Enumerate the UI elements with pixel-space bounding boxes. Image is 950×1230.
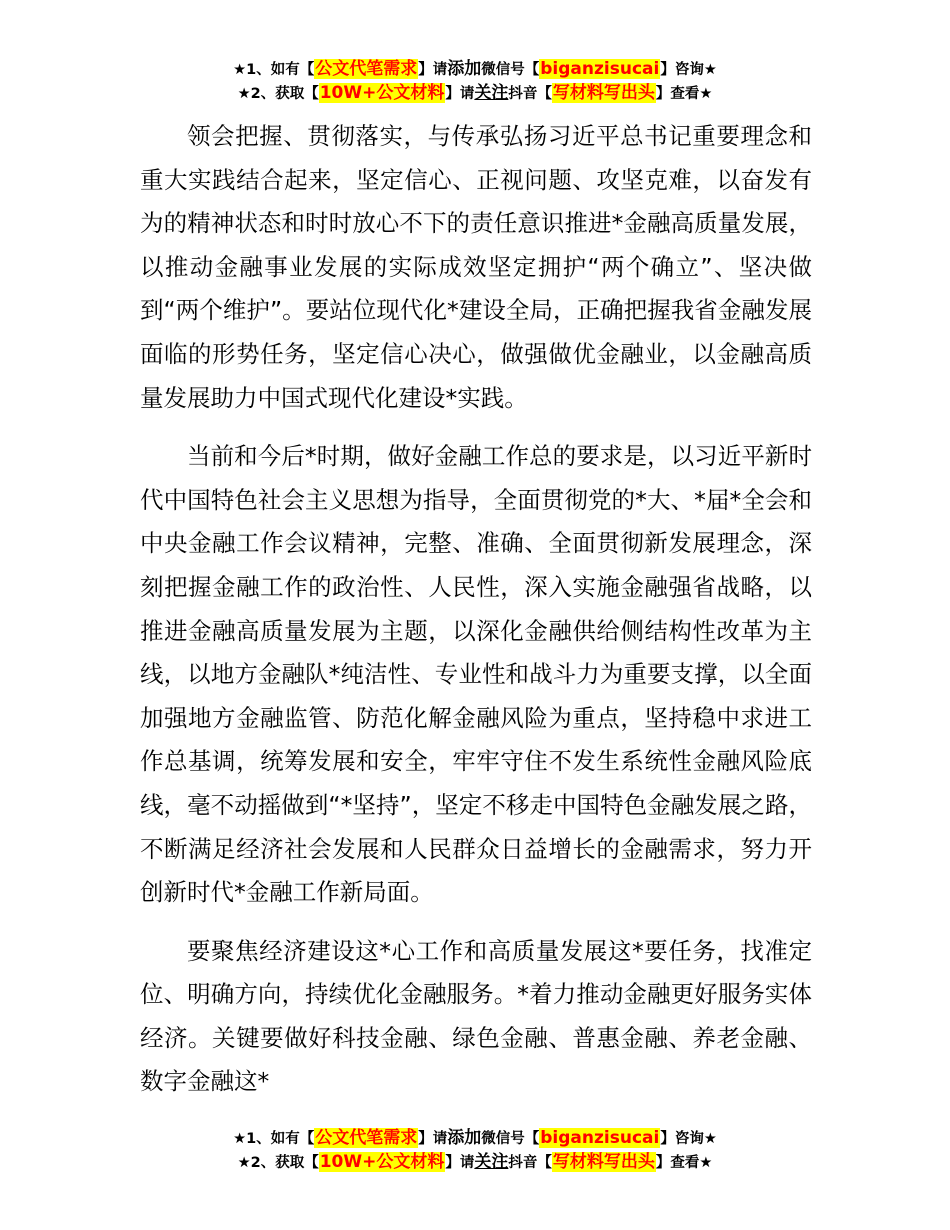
star-icon: ★ — [237, 86, 251, 102]
highlight-douyin-account: 写材料写出头 — [552, 83, 655, 103]
promo-emphasis: 添加 — [447, 1128, 482, 1148]
bracket: 【 — [537, 1155, 552, 1171]
promo-text: 请 — [459, 86, 475, 102]
highlight-materials: 10W+公文材料 — [319, 83, 445, 103]
promo-text: 2、获取 — [250, 1155, 305, 1171]
promo-text: 请 — [459, 1155, 475, 1171]
promo-text: 微信号 — [481, 1131, 525, 1147]
document-body — [140, 115, 812, 1119]
promo-text: 1、如有 — [246, 1131, 300, 1147]
promo-text: 微信号 — [481, 62, 525, 78]
bracket: 】 — [655, 1155, 671, 1171]
promo-emphasis: 添加 — [447, 59, 482, 79]
bracket: 【 — [304, 86, 319, 102]
highlight-materials: 10W+公文材料 — [319, 1152, 445, 1172]
bracket: 【 — [299, 62, 315, 78]
promo-line-2 — [0, 1151, 950, 1175]
highlight-service: 公文代笔需求 — [315, 1128, 418, 1148]
bracket: 【 — [299, 1131, 315, 1147]
bracket: 【 — [524, 1131, 540, 1147]
bracket: 】 — [655, 86, 671, 102]
bracket: 】 — [445, 1155, 460, 1171]
promo-text: 查看 — [670, 1155, 700, 1171]
star-icon: ★ — [703, 1131, 717, 1147]
promo-emphasis: 关注 — [474, 83, 509, 103]
star-icon: ★ — [699, 86, 713, 102]
bracket: 】 — [445, 86, 460, 102]
star-icon: ★ — [237, 1155, 251, 1171]
star-icon: ★ — [233, 1131, 247, 1147]
promo-text: 2、获取 — [250, 86, 305, 102]
promo-text: 请 — [432, 1131, 448, 1147]
promo-line-1 — [0, 1127, 950, 1151]
promo-emphasis: 关注 — [474, 1152, 509, 1172]
promo-text: 请 — [432, 62, 448, 78]
promo-text: 咨询 — [674, 62, 704, 78]
promo-banner-bottom — [0, 1127, 950, 1175]
paragraph-2: 当前和今后*时期，做好金融工作总的要求是，以习近平新时代中国特色社会主义思想为指导，全面贯彻党的*大、*届*全会和中央金融工作会议精神，完整、准确、全面贯彻新发展理念，深刻把握金融工作的政治性、人民性，深入实施金融强省战略，以推进金融高质量发展为主题，以深化金融供给侧结构性改革为主线，以地方金融队*纯洁性、专业性和战斗力为重要支撑，以全面加强地方金融监管、防范化解金融风险为重点，坚持稳中求进工作总基调，统筹发展和安全，牢牢守住不发生系统性金融风险底线，毫不动摇做到“*坚持”，坚定不移走中国特色金融发展之路，不断满足经济社会发展和人民群众日益增长的金融需求，努力开创新时代*金融工作新局面。 — [140, 442, 812, 907]
paragraph-1: 领会把握、贯彻落实，与传承弘扬习近平总书记重要理念和重大实践结合起来，坚定信心、正视问题、攻坚克难，以奋发有为的精神状态和时时放心不下的责任意识推进*金融高质量发展，以推动金融事业发展的实际成效坚定拥护“两个确立”、坚决做到“两个维护”。要站位现代化*建设全局，正确把握我省金融发展面临的形势任务，坚定信心决心，做强做优金融业，以金融高质量发展助力中国式现代化建设*实践。 — [140, 122, 812, 412]
bracket: 】 — [418, 62, 433, 78]
bracket: 【 — [537, 86, 552, 102]
highlight-douyin-account: 写材料写出头 — [552, 1152, 655, 1172]
bracket: 】 — [660, 62, 675, 78]
star-icon: ★ — [703, 62, 717, 78]
star-icon: ★ — [699, 1155, 713, 1171]
promo-line-2 — [0, 82, 950, 106]
highlight-wechat-id: biganzisucai — [540, 1128, 660, 1148]
paragraph-3: 要聚焦经济建设这*心工作和高质量发展这*要任务，找准定位、明确方向，持续优化金融服务。*着力推动金融更好服务实体经济。关键要做好科技金融、绿色金融、普惠金融、养老金融、数字金融这* — [140, 936, 812, 1096]
promo-text: 查看 — [670, 86, 700, 102]
highlight-service: 公文代笔需求 — [315, 59, 418, 79]
promo-line-1 — [0, 58, 950, 82]
promo-text: 咨询 — [674, 1131, 704, 1147]
promo-banner-top — [0, 58, 950, 106]
bracket: 【 — [304, 1155, 319, 1171]
promo-text: 抖音 — [508, 86, 538, 102]
promo-text: 1、如有 — [246, 62, 300, 78]
bracket: 】 — [660, 1131, 675, 1147]
highlight-wechat-id: biganzisucai — [540, 59, 660, 79]
bracket: 【 — [524, 62, 540, 78]
promo-text: 抖音 — [508, 1155, 538, 1171]
star-icon: ★ — [233, 62, 247, 78]
bracket: 】 — [418, 1131, 433, 1147]
